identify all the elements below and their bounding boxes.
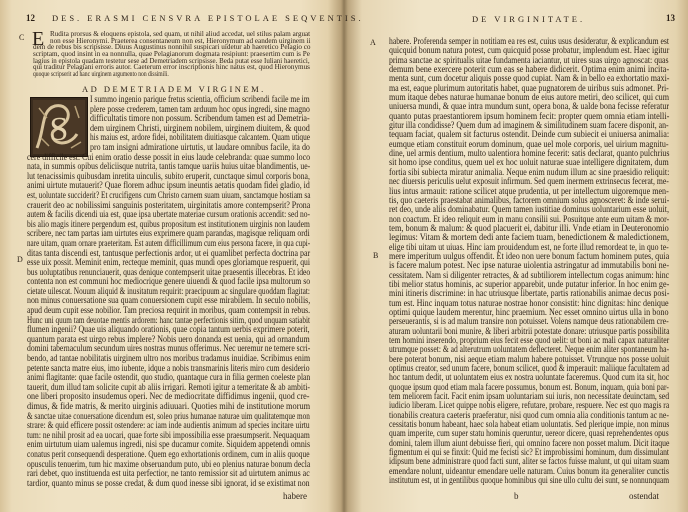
text-line-content: flumen ingenii? Quae uis aliquando orationis, quae copia tantum uerbis exprimere poterit,	[27, 324, 310, 335]
text-line-content: apud deum cupit esse nobilior. Tam preciosa requirit in moribus, quam contempsit in rebus.	[27, 305, 311, 316]
text-line-content: Rudita prorsus & eloquens epistola, sed quam, ut nihil aliud accedat, uel stilus palam arguat	[50, 30, 311, 38]
text-line-content: difficultatis timore non possum. Scribendum tamen est ad Demetria-	[90, 113, 310, 124]
text-line-content: petente sancta matre eius, imo iubente, idque a nobis transmarinis literis miro cum desiderio	[27, 362, 310, 373]
text-line-content: opusculis tenuerim, tum hic maxime obseruandum puto, ubi eo plenius naturae bonum decla	[27, 458, 311, 469]
text-line-content: ma est, eaque plurimum autoritatis habet, quae pugnatorem de uiribus suis admonet. Pri-	[389, 82, 669, 93]
right-page	[344, 0, 688, 512]
text-line-content: est, uoluntate succiderit? Et crucifigens cum Christo carnem suam uiuam, sanctamque hostiam sa	[27, 189, 311, 200]
text-line-content: bis alio magis itinere pergendum est, quibus propositum est institutionem uirginis non laudem	[27, 218, 310, 229]
text-line-content: conatus perit consequendi desperatione. Quem ego exhortationis ordinem, cum in aliis quoque	[27, 448, 310, 459]
text-line-content: is facere malum potest. Nec ipse naturae uiolentia astringatur ad immutabilis boni ne-	[389, 260, 670, 271]
text-line-content: quicquid bonum natura potest, cum quicquid posse probatur, implendum est. Haec igitur	[389, 45, 670, 56]
text-line-content: tem meliorem facit. Facit enim ipsam uoluntariam sui iuris, non necessitate deuinctam, sed	[389, 391, 670, 402]
text-line-content: tauerit, dum illud tam solicite cupit ab aliis irrigari. Remoti igitur a temeritate & ab ambiti-	[27, 381, 311, 392]
text-line-content: tum: ne nihil prosit ad ea uocari, quae forte sibi impossibilia esse praesumpserit. Nequaquam	[27, 429, 310, 440]
signature-mark: b	[514, 491, 519, 501]
body-text	[389, 37, 669, 486]
text-line-content: demum bene exercere poterit cum eas se habere didicerit. Optima enim animi incita-	[389, 64, 670, 75]
margin-letter: A	[370, 38, 376, 47]
text-line-content: his maius est, ardore fidei, nobilitatem diuitiasque calcantem. Quam utique	[90, 132, 310, 143]
margin-letter: C	[19, 33, 25, 42]
text-line-content: dimus, & fide matris, & merito uirginis adiuuari. Quoties mihi de institutione morum	[27, 401, 311, 411]
text-line-content: perseuerantis, si is ad malum transire non potuisset. Volens namque deus rationabilem cre-	[389, 316, 669, 327]
text-line	[389, 476, 669, 485]
text-line-content: quoque scripserit ad hanc uirginem argumento non dissimili.	[33, 70, 169, 79]
text-line-content: tibi melior status hominis, ac superior apparebit, unde putatur inferior. In hoc enim ge-	[389, 278, 670, 289]
text-line-content: legimus: Vitam & mortem dedi ante faciem tuam, benedictionem & maledictionem,	[389, 232, 670, 243]
text-line-content: contenta non est communi hoc mediocrique genere uiuendi & quod facile ipsa multorum so	[27, 276, 311, 287]
catchword: habere	[283, 491, 307, 501]
text-line-content: elige tibi uitam ut uiuas. Hinc iam prouidendum est, ne forte illud remordeat te, in quo te-	[389, 241, 669, 252]
text-line-content: quantum parata est uirgo rebus implere? Nobis uero donanda est uenia, qui ad ornandum	[27, 333, 310, 344]
text-line-content: nec diuersis periculis uelut exposuit infirmum. Sed quem inermem extrinsecus fecerat, me-	[389, 176, 669, 187]
text-line-content: pro tam insigni admiratione uirtutis, ut laudare omnibus facile, ita do	[90, 141, 310, 152]
text-line-content: prima sanctae ac spiritualis uitae fundamenta iaciantur, ut uires suas uirgo agnoscat: quas	[389, 54, 669, 65]
text-line-content: domini, talem illum aiunt debuisse fieri, qui omnino facere non posset malum. Dicit itaque	[389, 437, 670, 448]
text-line-content: bere poterat bonum, nisi aeque etiam malum habere potuisset. Vtrunque nos posse uoluit	[389, 353, 670, 364]
text-line-content: menta sunt, cum docetur aliquis posse quod cupiat. Nam & in bello ea exhortatio maxi-	[389, 73, 670, 84]
text-line-content: lut tenacissimis quibusdam inretita uinculis, subito eruperit, cunctaque simul corporis bona,	[27, 170, 310, 181]
text-line	[27, 479, 310, 489]
text-line-content: tem, bonum & malum: & quod placuerit ei, dabitur illi. Vnde etiam in Deuteronomio	[389, 222, 669, 233]
text-line-content: hoc tantum dedit, ut uoluntatem eius ex nostra uoluntate faceremus. Quod cum ita sit, hoc	[389, 372, 670, 383]
text-line-content: uniuersa mundi, & quae intra mundum sunt, opera bona, & ualde bona fecisse referatur	[389, 101, 670, 112]
text-line-content: mum itaque debes naturae humanae bonum de eius autore metiri, deo scilicet, qui cum	[389, 92, 670, 103]
text-line-content: Hunc uni quum tam deuotae mentis ardorem: hanc tantae perfectionis sitim, quod unquam satiabit	[27, 314, 311, 325]
text-line-content: one liberi proposito insudemus operi. Nec de mediocritate diffidimus ingenii, quod cre-	[27, 391, 310, 402]
text-line-content: eumque etiam constituit eorum dominum, quae uel mole corporis, uel uirium magnitu-	[389, 138, 669, 149]
catchword: ostendat	[629, 491, 659, 501]
text-line-content: gitur illa condidisse? Quem dum ad imaginem & similitudinem suam facere disponit, an-	[389, 120, 669, 131]
text-line-content: bus uoluptatibus renunciauerit, quas denique contempserit uitae praesentis illecebras. Et ideo	[27, 266, 311, 277]
text-line-content: cere difficile est. Cui enim oratio desse possit in eius laude celebranda: quae summo loco	[27, 151, 311, 162]
body-text	[27, 95, 310, 488]
text-line-content: ret deo, unde aliis dominabatur. Quem tamen iustitiae dominus uoluntarium esse uoluit,	[389, 204, 669, 215]
text-line-content: aturam uoluntarii boni munire, & liberi arbitrii potestate donare: utriusque partis possibilita	[389, 325, 670, 336]
text-line-content: ditas tanta discendi est, tantusque perfectionis ardor, ut ei quamlibet perfecta doctrina par	[27, 247, 311, 258]
text-line-content: optimi quique laudem merentur, hinc praemium. Nec esset omnino uirtus ulla in bono	[389, 306, 669, 317]
text-line-content: enim uirtutum uiam ualemus ingredi, nisi spe ducamur comite. Siquidem appetendi omnis	[27, 439, 311, 450]
svg-text:S: S	[49, 111, 69, 148]
text-line-content: quam imperite, cum super statu hominis queruntur, uereor dicere, quasi reprehendentes opus	[389, 428, 669, 439]
text-line-content: habere. Proferenda semper in notitiam ea res est, cuius usus desideratur, & explicandum est	[389, 36, 670, 46]
text-line-content: dem de rebus bis scripsisse. Diuus Augustinus nonnihil suspicari uidetur ab haeretico Pelagio co	[33, 43, 311, 52]
section-heading: AD DEMETRIADEM VIRGINEM.	[82, 84, 266, 94]
text-line-content: non minus conuersatione sua quam conuersionem cupit esse mirabilem. In seculo nobilis,	[27, 295, 311, 306]
text-line-content: idipsum bene administrare quod facti sunt, aliter se factos fuisse malunt, ut qui uitam suam	[389, 456, 670, 467]
text-line-content: figmentum ei qui se finxit: Quid me fecisti sic? Et improbissimi hominum, dum dissimulant	[389, 447, 670, 458]
text-line	[33, 71, 310, 78]
margin-letter: D	[17, 255, 23, 264]
text-line-content: crauerit deo ac nobilissimi sanguinis posteritatem, uirginitatis amore contempserit? Prona	[27, 199, 311, 210]
text-line-content: non coactum. Et ideo reliquit eum in manu consilii sui. Posuitque ante eum uitam & mor-	[389, 213, 670, 224]
text-line-content: mini itineris discrimine: in hac utriusque libertate, partis rationabilis animae decus posi-	[389, 288, 670, 299]
text-line-content: tardior, quanto minus se posse credat, & dum quod inesse sibi ignorat, id se existimat non	[27, 477, 310, 488]
text-line-content: institutum est, ut in gentilibus quoque hominibus qui sine ullo cultu dei sunt, se nonnunquam	[389, 475, 670, 486]
text-line-content: tis, quo caeteris praestabat animalibus, factorem omnium solus agnosceret: & inde serui-	[389, 194, 670, 205]
text-line-content: sit homo ipse conditus, quem uel ex hoc uoluit naturae suae intelligere dignitatem, dum	[389, 157, 669, 168]
text-line-content: quoque ipsum quod etiam mala facere possumus, bonum est. Bonum, inquam, quia boni par-	[389, 381, 669, 392]
text-line-content: quanto putas praestantiorem ipsum hominem fecit: propter quem omnia etiam intelli-	[389, 110, 670, 121]
text-line-content: & sanctae uitae conuersatione dicendum est, soleo prius humanae naturae uim qualitatemque mon	[27, 410, 310, 421]
running-head: DE VIRGINITATE.	[472, 14, 586, 24]
text-line-content: lagius in epistola quadam testetur sese ad Demetriadem scripsisse. Beda putat esse Iuliani haeretici,	[33, 56, 310, 65]
text-line-content: nare uitam, quam ornare praeteritam. Est autem difficillimum cum eius persona facere, in qua cupi-	[27, 237, 311, 248]
text-line-content: mere imperitum uulgus offendit. Et ideo non uere bonum factum hominem putes, quia	[389, 250, 670, 261]
page-number: 13	[666, 13, 675, 23]
text-line-content: tum est. Hinc inquam totus naturae nostrae honor consistit: hinc dignitas: hinc denique	[389, 297, 669, 308]
text-line-content: rari debet, quo instituenda est uita perfectior, ne tanto remissior sit ad uirtutem animus ac	[27, 468, 310, 479]
margin-letter: B	[373, 251, 379, 260]
running-head: DES. ERASMI CENSVRA EPISTOLAE SEQVENTIS.	[52, 13, 364, 23]
text-line-content: lius intus armauit: ratione scilicet atque prudentia, ut per intellectum uigoremque men-	[389, 185, 669, 196]
text-line-content: animi uirtute mutauerit? Quae florem adhuc ipsum ineuntis aetatis quodam fidei gladio, id	[27, 180, 310, 191]
text-line-content: scribere, nec tam partas iam uirtutes eius exprimere quam parandas, magisque reliquam ordi	[27, 228, 310, 239]
text-line-content: cessitatis bonum habeant, haec sola habeat etiam uoluntatis. Sed plerique impie, non minus	[389, 419, 670, 430]
text-line-content: scriptam, quod insint in ea nonnulla, quae Pelagianorum dogmata resipiunt: praesertim cum is Pe	[33, 50, 310, 59]
text-line-content: dem uirginem Christi, uirginem nobilem, uirginem diuitem, & quod	[90, 122, 310, 133]
text-line-content: nata, in summis opibus deliciisque nutrita, tantis tamque uariis huius uitae blandimentis, ue-	[27, 161, 311, 172]
text-line-content: I summo ingenio parique fretus scientia, officium scribendi facile me im	[90, 94, 310, 104]
text-line-content: tequam faciat, qualem sit facturus ostendit. Deinde cum subiecit ei uniuersa animalia:	[389, 129, 670, 140]
text-line-content: animi flagitante: quae facile ostendit, quo studio, quantaque cura in filia germen coeleste plan	[27, 372, 311, 383]
text-line-content: optimus creator, sed unum facere, bonum scilicet, quod & imperauit: maliique facultatem ad	[389, 363, 670, 374]
text-line-content: iudicio liberam. Licet quippe nobis eligere, refutare, probare, respuere. Nec est quo magis ra	[389, 400, 670, 411]
text-line-content: cessitatem. Nam si diligenter retractes, & ad subtiliorem intellectum cogas animum: hinc	[389, 269, 670, 280]
text-line-content: tionabilis creatura caeteris praeferatur, nisi quod cum omnia alia conditionis tantum ac ne-	[389, 409, 669, 420]
text-line-content: bendo, ad tantae nobilitatis uirginem ultro nos moribus tradamus inuidiae. Scribimus enim	[27, 353, 311, 364]
text-line-content: non esse Hieronymi. Praeterea consentaneum non est, Hieronymum ad eandem uirginem ii	[50, 36, 311, 45]
intro-drop-capital: E	[32, 28, 45, 50]
intro-paragraph	[32, 28, 311, 79]
text-line-content: dine, uel armis dentium, multo ualentiora homine fecerit: satis declarat, quanto pulchrius	[389, 148, 670, 159]
text-line-content: strare: & quid efficere possit ostendere: ac iam inde audientis animum ad species incitare uirtu	[27, 420, 310, 431]
text-line-content: autem & facilis dicendi uia est, quae ipsa ubertate materiae cursum orationis accendit: sed no-	[27, 209, 311, 220]
text-line-content: emendare nolunt, uideantur emendare uelle naturam. Cuius bonum ita generaliter cunctis	[389, 465, 669, 476]
text-line-content: fortia sibi subiecta miratur animalia. Neque enim nudum illum ac sine praesidio reliquit:	[389, 166, 670, 177]
text-line-content: utrumque posset: & ad alterutrum uoluntatem deflecteret. Neque enim aliter spontaneum ha-	[389, 344, 669, 355]
text-line-content: cietate uilescat. Nouum aliquid & inusitatum requirit: praecipuum ac singulare quoddam flagitat:	[27, 285, 310, 296]
text-line-content: plere posse crederem, tamen tam arduum hoc opus ingredi, sine magno	[90, 103, 310, 114]
page-number: 12	[26, 13, 35, 23]
text-line-content: esse uix possit. Meminit enim, recteque meminit, quas mundi opes gloriamque respuerit, qui	[27, 257, 311, 268]
text-line-content: tem homini inserendo, proprium eius fecit esse quod uelit: ut boni ac mali capax naturaliter	[389, 335, 670, 345]
text-line-content: domini tabernaculum secundum uires nostras munus offerimus. Nec ueremur ne temere scri-	[27, 343, 311, 354]
text-line-content: qui traditur Pelagiani erroris autor. Caeterum error inscriptionis hinc natus est, quod Hieronymus	[33, 63, 310, 72]
